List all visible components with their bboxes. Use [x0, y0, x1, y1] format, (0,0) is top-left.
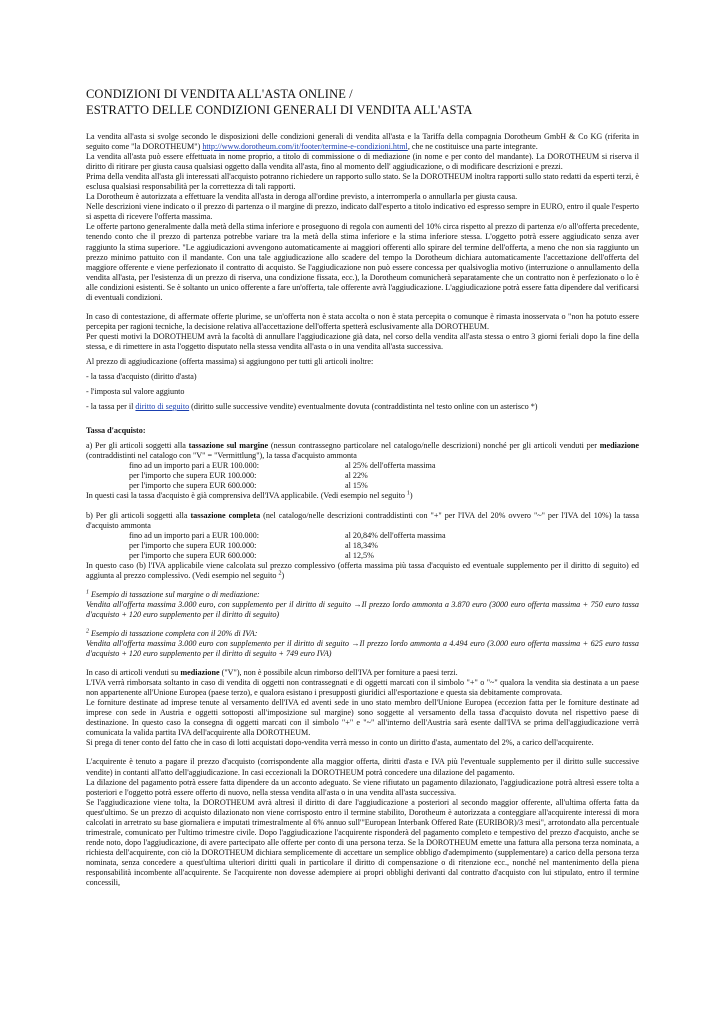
additions-intro: Al prezzo di aggiudicazione (offerta massima) si aggiungono per tutti gli articoli inoltre:: [86, 356, 374, 366]
title-line-2: ESTRATTO DELLE CONDIZIONI GENERALI DI VENDITA ALL'ASTA: [86, 103, 473, 117]
example-2-text: Vendita all'offerta massima 3.000 euro con supplemento per il diritto di seguito →Il prezzo lordo ammonta a 4.494 euro (3.000 euro offerta massima + 625 euro tassa d'acquisto + 120 euro supplemento per il diritto di seguito + 749 euro IVA): [86, 639, 639, 659]
additions-item-2: - l'imposta sul valore aggiunto: [86, 387, 185, 397]
example-1-text: Vendita all'offerta massima 3.000 euro, con supplemento per il diritto di seguito →Il prezzo lordo ammonta a 3.870 euro (3000 euro offerta massima + 750 euro tassa d'acquisto + 120 euro supplemento per il diritto di seguito): [86, 599, 639, 619]
tax-a-note: In questi casi la tassa d'acquisto è già comprensiva dell'IVA applicabile. (Vedi esempio nel seguito $^1$): [86, 490, 413, 501]
intro-paragraph-1: La vendita all'asta si svolge secondo le disposizioni delle condizioni generali di vendita all'asta e la Tariffa della compagnia Dorotheum GmbH & Co KG (riferita in seguito come "la DOROTHEUM") http://www.dorotheum.com/it/footer/termine-e-condizioni.html, che ne costituisce una parte integrante.: [86, 132, 639, 152]
tax-a-rate-row: fino ad un importo pari a EUR 100.000: al 25% dell'offerta massima: [129, 461, 436, 471]
tax-b-rate-row: per l'importo che supera EUR 600.000: al 12,5%: [129, 550, 374, 560]
tax-b-rate-row: fino ad un importo pari a EUR 100.000: al 20,84% dell'offerta massima: [129, 530, 446, 540]
vat-paragraph-2: L'IVA verrà rimborsata soltanto in caso di vendita di oggetti non contrassegnati e di oggetti marcati con il simbolo "+" o "~" qualora la vendita sia destinata a un paese non appartenente all'Unione Europea (paese terzo), e qualora esistano i presupposti giuridici all'esportazione e questa sia debitamente comprovata.: [86, 678, 639, 698]
document-title: [86, 86, 646, 118]
document-body: [86, 132, 639, 888]
payment-paragraph-2: La dilazione del pagamento potrà essere fatta dipendere da un acconto adeguato. Se viene rifiutato un pagamento dilazionato, l'aggiudicazione potrà altresì essere tolta a posteriori e l'oggetto potrà essere offerto di nuovo, nella stessa vendita all'asta o in una vendita all'asta successiva.: [86, 777, 639, 797]
additions-item-1: - la tassa d'acquisto (diritto d'asta): [86, 372, 197, 382]
resale-right-link[interactable]: diritto di seguito: [135, 402, 190, 412]
vat-paragraph-4: Si prega di tener conto del fatto che in caso di lotti acquistati dopo-vendita verrà messo in conto un diritto d'asta, aumentato del 2%, a carico dell'acquirente.: [86, 738, 594, 748]
tax-a-rate-row: per l'importo che supera EUR 100.000: al 22%: [129, 471, 368, 481]
tax-b-note: In questo caso (b) l'IVA applicabile viene calcolata sul prezzo complessivo (offerta massima più tassa d'acquisto ed eventuale supplemento per il diritto di seguito) ed aggiunta al prezzo complessivo. (Vedi esempio nel seguito $^2$): [86, 560, 639, 580]
title-line-1: CONDIZIONI DI VENDITA ALL'ASTA ONLINE /: [86, 87, 353, 101]
vat-paragraph-1: In caso di articoli venduti su mediazione ("V"), non è possibile alcun rimborso dell'IVA per forniture a paesi terzi.: [86, 668, 458, 678]
contest-paragraph-1: In caso di contestazione, di affermate offerte plurime, se un'offerta non è stata accolta o non è stata percepita o comunque è rimasta inosservata o "non ha potuto essere percepita per ragioni tecniche, la decisione relativa all'accettazione dell'offerta spetterà esclusivamente alla DOROTHEUM.: [86, 311, 639, 331]
payment-paragraph-3: Se l'aggiudicazione viene tolta, la DOROTHEUM avrà altresì il diritto di dare l'aggiudicazione a posteriori al secondo maggior offerente, all'ultima offerta fatta da quest'ultimo. Se un prezzo di acquisto dilazionato non viene corrisposto entro il termine stabilito, Dorotheum è autorizzata a conteggiare all'acquirente interessi di mora calcolati in arretrato su base giornaliera e imputati trimestralmente al 6% annuo sull'"European Interbank Offered Rate (EURIBOR)/3 mesi", arrotondato alla percentuale trimestrale, comunicato per l'ultimo trimestre civile. Dopo l'aggiudicazione l'acquirente risponderà del pagamento completo e tempestivo del prezzo d'acquisto, anche se rende noto, dopo l'aggiudicazione, di avere partecipato alle offerte per conto di una persona terza. Se la DOROTHEUM emette una fattura alla persona terza nominata, a richiesta dell'acquirente, con ciò la DOROTHEUM dichiara semplicemente di accettare un semplice obbligo d'adempimento (supplementare) a carico della persona terza nominata, senza concedere a quest'ultima ulteriori diritti quali in particolare il diritto di compensazione o di ritenzione ecc., nonché nel mantenimento della piena responsabilità incombente all'acquirente. Se l'acquirente non dovesse adempiere ai propri obblighi derivanti dal contratto d'acquisto con lui stipulato, entro il termine concessili,: [86, 797, 639, 888]
tax-a-paragraph: a) Per gli articoli soggetti alla tassazione sul margine (nessun contrassegno particolare nel catalogo/nelle descrizioni) nonché per gli articoli venduti per mediazione (contraddistinti nel catalogo con "V" = "Vermittlung"), la tassa d'acquisto ammonta: [86, 441, 640, 461]
contest-paragraph-2: Per questi motivi la DOROTHEUM avrà la facoltà di annullare l'aggiudicazione già data, nel corso della vendita all'asta stessa o entro 3 giorni feriali dopo la fine della stessa, e di rimettere in asta l'oggetto disputato nella stessa vendita all'asta o in una vendita all'asta successiva.: [86, 331, 639, 351]
tax-b-paragraph: b) Per gli articoli soggetti alla tassazione completa (nel catalogo/nelle descrizioni contraddistinti con "+" per l'IVA del 20% ovvero "~" per l'IVA del 10%) la tassa d'acquisto ammonta: [86, 510, 639, 530]
intro-paragraph-5: Nelle descrizioni viene indicato o il prezzo di partenza o il margine di prezzo, indicato dall'esperto a titolo indicativo ed espresso sempre in EURO, entro il quale l'esperto si aspetta di ricevere l'offerta massima.: [86, 202, 639, 222]
intro-paragraph-3: Prima della vendita all'asta gli interessati all'acquisto potranno richiedere un rapporto sullo stato. Se la DOROTHEUM inoltra rapporti sullo stato redatti da esperti terzi, è esclusa qualsiasi responsabilità per la correttezza di tali rapporti.: [86, 172, 639, 192]
intro-paragraph-2: La vendita all'asta può essere effettuata in nome proprio, a titolo di commissione o di mediazione (in nome e per conto del mandante). La DOROTHEUM si riserva il diritto di ritirare per giusta causa qualsiasi oggetto dalla vendita all'asta, fino al momento dell' aggiudicazione, o di modificare descrizioni e prezzi.: [86, 152, 639, 172]
additions-item-3: - la tassa per il diritto di seguito (diritto sulle successive vendite) eventualmente dovuta (contraddistinta nel testo online con un asterisco *): [86, 402, 538, 412]
tax-heading: Tassa d'acquisto:: [86, 426, 146, 436]
tax-b-rate-row: per l'importo che supera EUR 100.000: al 18,34%: [129, 540, 378, 550]
vat-paragraph-3: Le forniture destinate ad imprese tenute al versamento dell'IVA ed aventi sede in uno stato membro dell'Unione Europea (eccezion fatta per le forniture destinate ad imprese con sede in Austria e oggetti sottoposti all'imposizione sul margine) sono soggette al versamento della tassa d'acquisto dovuta nel rispettivo paese di destinazione. In questo caso la consegna di oggetti marcati con il simbolo "+" e "~" all'interno dell'Austria sarà esente dall'IVA se prima dell'aggiudicazione verrà comunicata la valida partita IVA dell'acquirente alla DOROTHEUM.: [86, 698, 639, 738]
intro-paragraph-4: La Dorotheum è autorizzata a effettuare la vendita all'asta in deroga all'ordine previsto, a interromperla o annullarla per giusta causa.: [86, 192, 518, 202]
example-1-title: $^1$ Esempio di tassazione sul margine o di mediazione:: [86, 589, 260, 599]
payment-paragraph-1: L'acquirente è tenuto a pagare il prezzo d'acquisto (corrispondente alla maggior offerta, diritti d'asta e IVA più l'eventuale supplemento per il diritto sulle successive vendite) in contanti all'atto dell'aggiudicazione. In casi eccezionali la DOROTHEUM potrà concedere una dilazione del pagamento.: [86, 757, 639, 777]
tax-a-rate-row: per l'importo che supera EUR 600.000: al 15%: [129, 481, 368, 491]
intro-paragraph-6: Le offerte partono generalmente dalla metà della stima inferiore e proseguono di regola con aumenti del 10% circa rispetto al prezzo di partenza e/o all'offerta precedente, tenendo conto che il prezzo di partenza potrebbe variare tra la metà della stima inferiore e la stima inferiore stessa. L'oggetto potrà essere aggiudicato senza aver raggiunto la stima superiore. "Le aggiudicazioni avvengono automaticamente ai maggiori offerenti allo spirare del termine dell'offerta, a meno che non sia raggiunto un prezzo minimo pattuito con il mandante. Con una tale aggiudicazione allo scadere del tempo la Dorotheum dichiara automaticamente l'accettazione dell'offerta del maggiore offerente e viene perfezionato il contratto di acquisto. Se l'aggiudicazione non può essere concessa per qualsivoglia motivo (interruzione o annullamento della vendita all'asta, per l'esistenza di un prezzo di riserva, una condizione fissata, ecc.), la Dorotheum comunicherà separatamente che un contratto non è perfezionato o lo è alle condizioni esistenti. Se è soltanto un unico offerente a fare un'offerta, tale offerente avrà l'aggiudicazione. L'aggiudicazione potrà essere fatta dipendere dal verificarsi di eventuali condizioni.: [86, 222, 639, 302]
terms-link[interactable]: http://www.dorotheum.com/it/footer/termine-e-condizioni.html: [202, 142, 408, 152]
example-2-title: $^2$ Esempio di tassazione completa con il 20% di IVA:: [86, 628, 258, 638]
